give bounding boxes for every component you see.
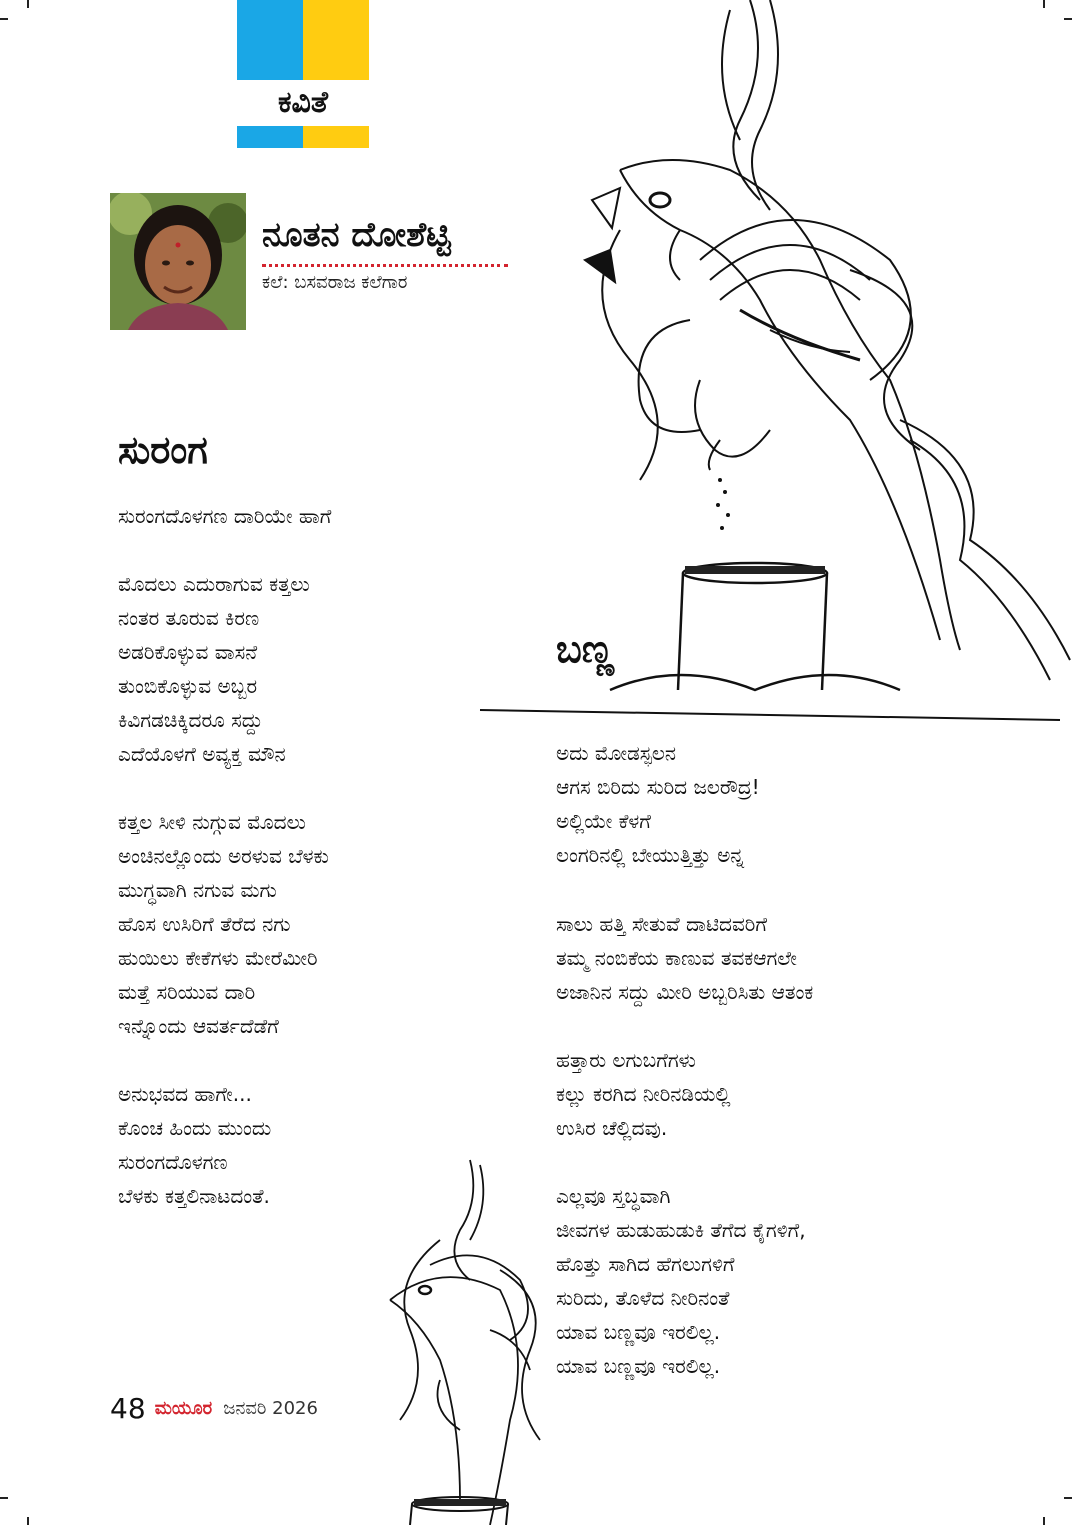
poem-line: ಕಲ್ಲು ಕರಗಿದ ನೀರಿನಡಿಯಲ್ಲಿ: [556, 1082, 731, 1106]
poem-line: ಸುರಂಗದೊಳಗಣ: [118, 1150, 228, 1174]
author-photo: [110, 193, 246, 330]
crop-mark: [0, 18, 8, 20]
small-parrot-illustration-icon: [330, 1160, 560, 1525]
poem-title-surang: ಸುರಂಗ: [118, 428, 208, 472]
poem2-stanza-1: [556, 736, 760, 872]
poem-line: ಅಜಾನಿನ ಸದ್ದು ಮೀರಿ ಅಬ್ಬರಿಸಿತು ಆತಂಕ: [556, 980, 814, 1004]
art-credit: ಕಲೆ: ಬಸವರಾಜ ಕಲೆಗಾರ: [262, 272, 408, 293]
poem-line: ಸುರಂಗದೊಳಗಣ ದಾರಿಯೇ ಹಾಗೆ: [118, 504, 332, 528]
crop-mark: [27, 1517, 29, 1525]
author-portrait-icon: [110, 193, 246, 330]
poem-line: ಹುಯಿಲು ಕೇಕೆಗಳು ಮೇರೆಮೀರಿ: [118, 946, 318, 970]
parrot-illustration-icon: [470, 0, 1070, 730]
section-accent-blue-bottom: [237, 126, 303, 148]
page-number: 48: [110, 1392, 146, 1425]
poem-line: ತಮ್ಮ ನಂಬಿಕೆಯ ಕಾಣುವ ತವಕಆಗಲೇ: [556, 946, 797, 970]
crop-mark: [0, 1497, 8, 1499]
poem-line: ಮತ್ತೆ ಸರಿಯುವ ದಾರಿ: [118, 980, 256, 1004]
poem-line: ಎಲ್ಲವೂ ಸ್ತಬ್ಧವಾಗಿ: [556, 1184, 671, 1208]
poem-line: ಅಲ್ಲಿಯೇ ಕೆಳಗೆ: [556, 809, 651, 833]
section-accent-blue: [237, 0, 303, 80]
poem1-stanza-3: [118, 805, 329, 1043]
poem-line: ಆಗಸ ಬಿರಿದು ಸುರಿದ ಜಲರೌದ್ರ!: [556, 775, 760, 799]
poem-line: ಸುರಿದು, ತೊಳೆದ ನೀರಿನಂತೆ: [556, 1286, 730, 1310]
poem-line: ಅಡರಿಕೊಳ್ಳುವ ವಾಸನೆ: [118, 640, 258, 664]
poem-line: ಅದು ಮೋಡಸ್ಫಲನ: [556, 741, 676, 765]
poem-line: ಕತ್ತಲ ಸೀಳಿ ನುಗ್ಗುವ ಮೊದಲು: [118, 810, 306, 834]
crop-mark: [1043, 1517, 1045, 1525]
section-accent-yellow-bottom: [303, 126, 369, 148]
poem2-stanza-2: [556, 907, 813, 1009]
poem1-stanza-2: [118, 567, 310, 771]
poem-line: ಬೆಳಕು ಕತ್ತಲಿನಾಟದಂತೆ.: [118, 1184, 270, 1208]
poem-line: ಮುಗ್ಧವಾಗಿ ನಗುವ ಮಗು: [118, 878, 277, 902]
poem-line: ಜೀವಗಳ ಹುಡುಹುಡುಕಿ ತೆಗೆದ ಕೈಗಳಿಗೆ,: [556, 1218, 806, 1242]
poem-line: ಹೊತ್ತು ಸಾಗಿದ ಹೆಗಲುಗಳಿಗೆ: [556, 1252, 735, 1276]
magazine-name: ಮಯೂರ: [154, 1398, 213, 1419]
poem-line: ಲಂಗರಿನಲ್ಲಿ ಬೇಯುತ್ತಿತ್ತು ಅನ್ನ: [556, 843, 745, 867]
poem1-stanza-4: [118, 1077, 271, 1213]
poem-line: ಯಾವ ಬಣ್ಣವೂ ಇರಲಿಲ್ಲ.: [556, 1354, 721, 1378]
poem-line: ತುಂಬಿಕೊಳ್ಳುವ ಅಬ್ಬರ: [118, 674, 258, 698]
poem-line: ಮೊದಲು ಎದುರಾಗುವ ಕತ್ತಲು: [118, 572, 310, 596]
poem-line: ಹೊಸ ಉಸಿರಿಗೆ ತೆರೆದ ನಗು: [118, 912, 291, 936]
poem-line: ಸಾಲು ಹತ್ತಿ ಸೇತುವೆ ದಾಟಿದವರಿಗೆ: [556, 912, 767, 936]
poem-line: ಕೊಂಚ ಹಿಂದು ಮುಂದು: [118, 1116, 272, 1140]
crop-mark: [1064, 1497, 1072, 1499]
page-footer: [110, 1392, 318, 1425]
crop-mark: [27, 0, 29, 8]
poem-line: ಅಂಚಿನಲ್ಲೊಂದು ಅರಳುವ ಬೆಳಕು: [118, 844, 329, 868]
poem-line: ಇನ್ನೊಂದು ಆವರ್ತದೆಡೆಗೆ: [118, 1014, 279, 1038]
poem-line: ನಂತರ ತೂರುವ ಕಿರಣ: [118, 606, 260, 630]
section-accent-yellow: [303, 0, 369, 80]
section-label: ಕವಿತೆ: [237, 80, 369, 126]
poem1-stanza-1: [118, 499, 331, 533]
poem2-stanza-3: [556, 1043, 731, 1145]
poem2-stanza-4: [556, 1179, 806, 1383]
poem-line: ಕಿವಿಗಡಚಿಕ್ಕಿದರೂ ಸದ್ದು: [118, 708, 263, 732]
poem-title-banna: ಬಣ್ಣ: [556, 627, 615, 671]
poem-line: ಉಸಿರ ಚೆಲ್ಲಿದವು.: [556, 1116, 668, 1140]
author-name: ನೂತನ ದೋಶೆಟ್ಟಿ: [262, 215, 451, 255]
issue-date: ಜನವರಿ 2026: [223, 1398, 318, 1419]
poem-line: ಅನುಭವದ ಹಾಗೇ...: [118, 1082, 252, 1106]
poem-line: ಎದೆಯೊಳಗೆ ಅವ್ಯಕ್ತ ಮೌನ: [118, 742, 286, 766]
poem-line: ಹತ್ತಾರು ಲಗುಬಗೆಗಳು: [556, 1048, 696, 1072]
poem-line: ಯಾವ ಬಣ್ಣವೂ ಇರಲಿಲ್ಲ.: [556, 1320, 721, 1344]
